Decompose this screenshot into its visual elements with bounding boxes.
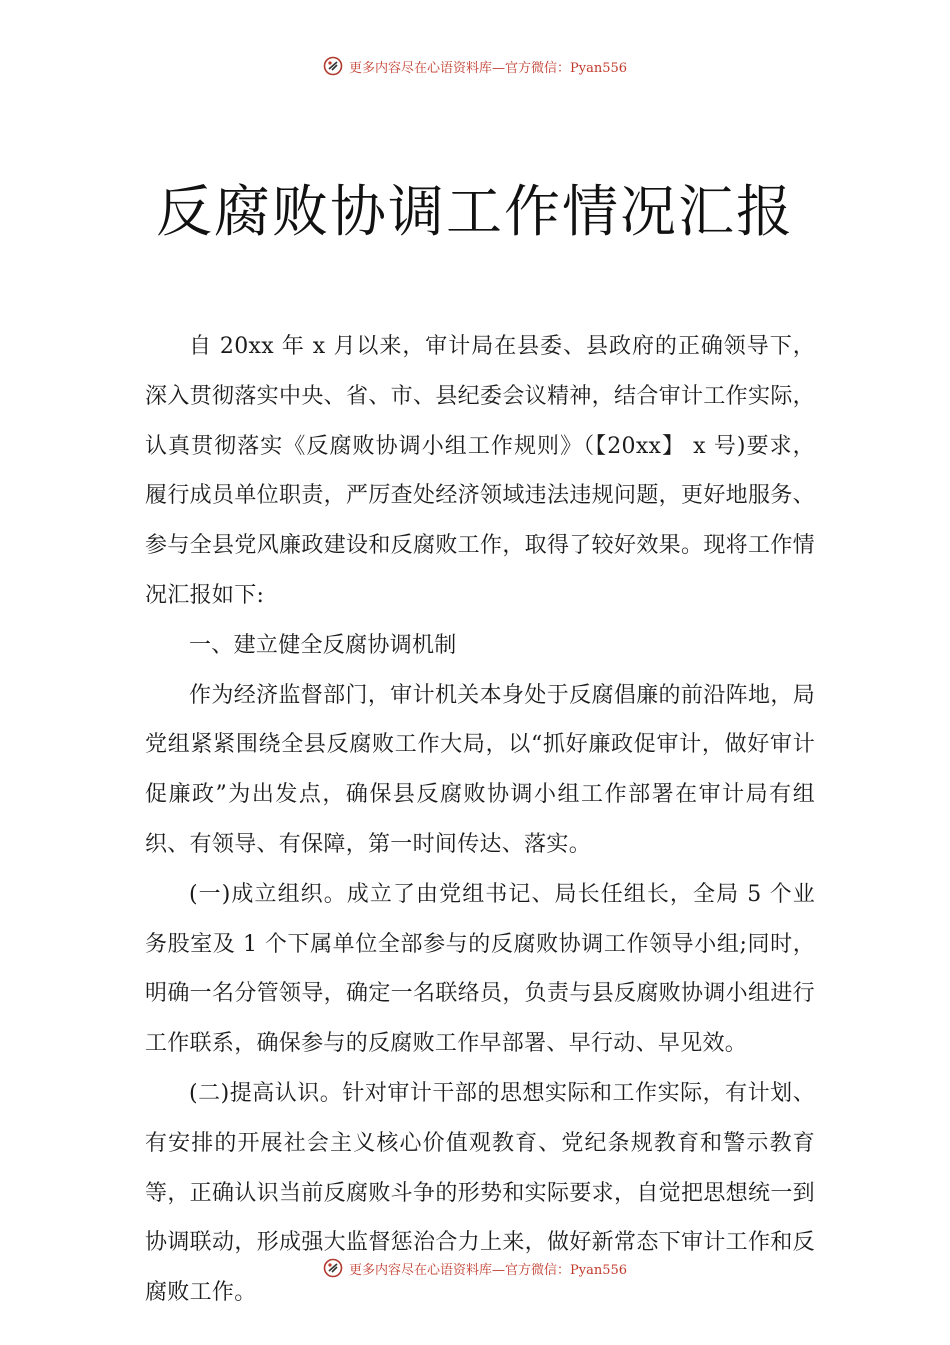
watermark-bottom <box>0 1258 950 1278</box>
watermark-text: 更多内容尽在心语资料库—官方微信：Pyan556 <box>348 60 628 76</box>
watermark-top <box>0 56 950 76</box>
paragraph-item-1: (一)成立组织。成立了由党组书记、局长任组长，全局 5 个业务股室及 1 个下属单位全部参与的反腐败协调工作领导小组;同时，明确一名分管领导，确定一名联络员，负责与县反腐败协调小组进行工作联系，确保参与的反腐败工作早部署、早行动、早见效。 <box>145 881 815 1057</box>
paragraph-item-2: (二)提高认识。针对审计干部的思想实际和工作实际，有计划、有安排的开展社会主义核心价值观教育、党纪条规教育和警示教育等，正确认识当前反腐败斗争的形势和实际要求，自觉把思想统一到协调联动，形成强大监督惩治合力上来，做好新常态下审计工作和反腐败工作。 <box>145 1080 815 1306</box>
document-body <box>145 322 815 1318</box>
section-heading-1: 一、建立健全反腐协调机制 <box>189 632 457 658</box>
watermark-text: 更多内容尽在心语资料库—官方微信：Pyan556 <box>348 1262 628 1278</box>
logo-icon <box>323 1258 343 1278</box>
paragraph-section-1: 作为经济监督部门，审计机关本身处于反腐倡廉的前沿阵地，局党组紧紧围绕全县反腐败工作大局，以“抓好廉政促审计，做好审计促廉政”为出发点，确保县反腐败协调小组工作部署在审计局有组织、有领导、有保障，第一时间传达、落实。 <box>145 682 815 857</box>
logo-icon <box>323 56 343 76</box>
paragraph-intro: 自 20xx 年 x 月以来，审计局在县委、县政府的正确领导下，深入贯彻落实中央、省、市、县纪委会议精神，结合审计工作实际，认真贯彻落实《反腐败协调小组工作规则》（【20xx】 x 号)要求，履行成员单位职责，严厉查处经济领域违法违规问题，更好地服务、参与全县党风廉政建设和反腐败工作，取得了较好效果。现将工作情况汇报如下: <box>145 334 815 608</box>
page-title: 反腐败协调工作情况汇报 <box>156 180 794 245</box>
